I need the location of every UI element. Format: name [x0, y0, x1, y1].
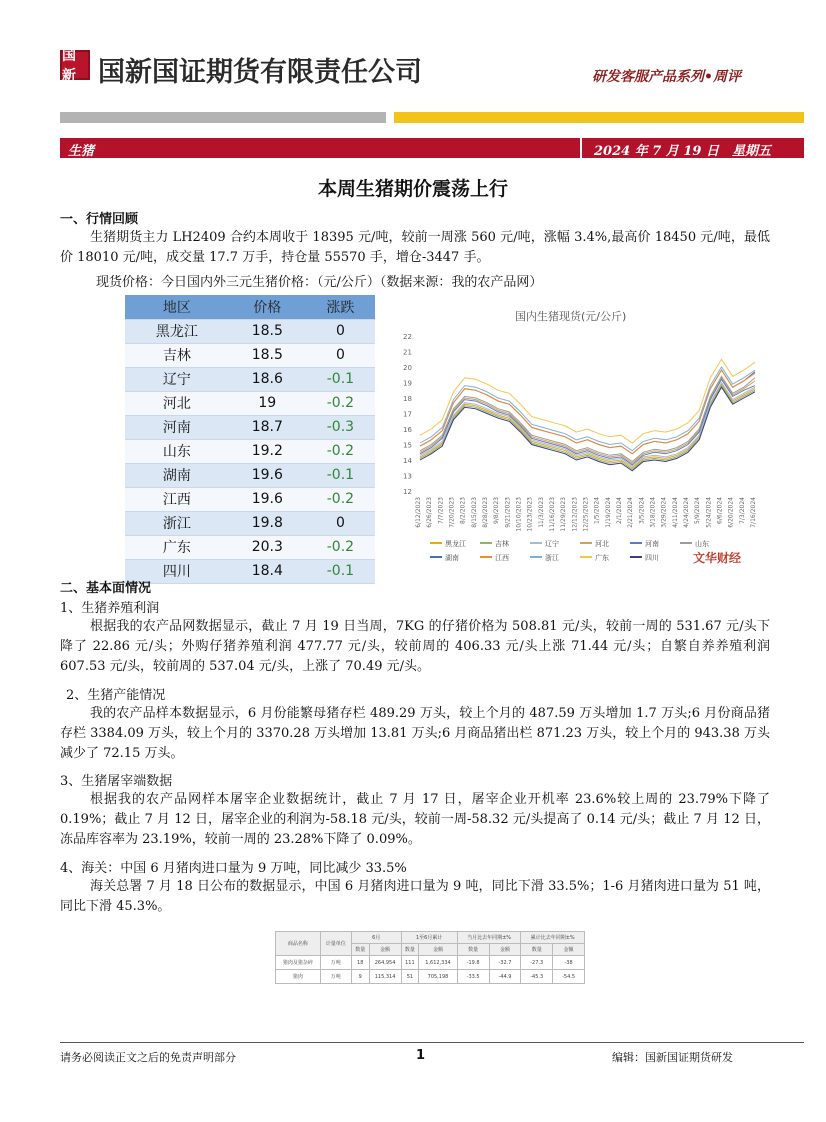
section-heading: 一、行情回顾 — [60, 212, 139, 227]
y-tick-label: 16 — [403, 426, 412, 434]
table-cell: 115,314 — [369, 970, 401, 984]
table-cell: 18.7 — [229, 415, 306, 439]
table-row — [125, 535, 375, 559]
x-tick-label: 7/3/2024 — [738, 497, 746, 524]
table-header: 价格 — [229, 295, 306, 319]
x-tick-label: 5/9/2024 — [694, 497, 702, 524]
x-tick-label: 9/8/2023 — [493, 497, 501, 524]
x-tick-label: 7/20/2023 — [448, 497, 456, 528]
table-cell: 河南 — [125, 415, 229, 439]
table-subheader: 数量 — [457, 944, 489, 956]
header-divider-grey — [60, 112, 386, 123]
table-cell: 山东 — [125, 439, 229, 463]
table-cell: 51 — [401, 970, 419, 984]
x-tick-label: 11/3/2023 — [537, 497, 545, 528]
table-cell: 264,954 — [369, 956, 401, 970]
subsection-text: 根据我的农产品网样本屠宰企业数据统计，截止 7 月 17 日，屠宰企业开机率 23.6%较上周的 23.79%下降了 0.19%；截止 7 月 12 日，屠宰企业的利润为-58.18 元/头，较前一周-58.32 元/头提高了 0.14 元/头；截止 7 月 12 日，冻品库容率为 23.19%，较前一周的 23.28%下降了 0.09%。 — [60, 792, 770, 847]
table-cell: 19 — [229, 391, 306, 415]
subsection-title: 2、生猪产能情况 — [66, 688, 166, 703]
table-cell: 111 — [401, 956, 419, 970]
series-line — [420, 367, 755, 451]
table-row — [125, 367, 375, 391]
table-header: 6月 — [351, 932, 401, 944]
table-cell: -32.7 — [489, 956, 521, 970]
table-row — [125, 343, 375, 367]
y-tick-label: 12 — [403, 488, 412, 496]
hog-spot-chart — [400, 296, 770, 570]
table-cell: 20.3 — [229, 535, 306, 559]
disclaimer-note: 请务必阅读正文之后的免责声明部分 — [60, 1051, 236, 1064]
table-cell: 辽宁 — [125, 367, 229, 391]
x-tick-label: 4/11/2024 — [671, 497, 679, 528]
legend-label: 河北 — [595, 540, 609, 548]
table-cell: 猪肉 — [276, 970, 321, 984]
table-header: 当月比去年同期±% — [457, 932, 521, 944]
page-number: 1 — [416, 1048, 426, 1063]
legend-label: 辽宁 — [545, 540, 559, 548]
spot-price-caption: 现货价格：今日国内外三元生猪价格：（元/公斤）（数据来源：我的农产品网） — [96, 275, 543, 290]
table-cell: 吉林 — [125, 343, 229, 367]
legend-label: 四川 — [645, 554, 659, 562]
subsection-title: 3、生猪屠宰端数据 — [60, 774, 173, 789]
page-title: 本周生猪期价震荡上行 — [317, 178, 508, 200]
category-label: 生猪 — [68, 144, 95, 159]
legend-label: 黑龙江 — [445, 540, 466, 548]
subsection-text: 海关总署 7 月 18 日公布的数据显示，中国 6 月猪肉进口量为 9 吨，同比下滑 33.5%；1-6 月猪肉进口量为 51 吨，同比下滑 45.3%。 — [60, 879, 770, 914]
table-cell: 河北 — [125, 391, 229, 415]
market-review-text: 生猪期货主力 LH2409 合约本周收于 18395 元/吨，较前一周涨 560 元/吨，涨幅 3.4%,最高价 18450 元/吨，最低价 18010 元/吨，成交量 17.7 万手，持仓量 55570 手，增仓-3447 手。 — [60, 230, 770, 265]
table-cell: -0.2 — [306, 439, 375, 463]
table-cell: 广东 — [125, 535, 229, 559]
table-row — [125, 439, 375, 463]
table-subheader: 数量 — [351, 944, 369, 956]
x-tick-label: 3/18/2024 — [649, 497, 657, 528]
x-tick-label: 11/29/2023 — [560, 497, 568, 532]
table-cell: 万吨 — [320, 956, 351, 970]
band-separator — [580, 138, 582, 158]
table-cell: -19.8 — [457, 956, 489, 970]
table-cell: 猪肉及猪杂碎 — [276, 956, 321, 970]
table-row — [125, 463, 375, 487]
table-row — [125, 559, 375, 583]
table-cell: 湖南 — [125, 463, 229, 487]
table-cell: -0.1 — [306, 559, 375, 583]
x-tick-label: 4/24/2024 — [683, 497, 690, 528]
y-tick-label: 20 — [403, 364, 412, 372]
subsection-title: 1、生猪养殖利润 — [60, 601, 160, 616]
x-tick-label: 3/29/2024 — [660, 497, 668, 528]
y-tick-label: 13 — [403, 472, 412, 481]
x-tick-label: 6/12/2023 — [415, 497, 422, 528]
y-tick-label: 18 — [403, 395, 412, 403]
x-tick-label: 10/10/2023 — [515, 497, 523, 532]
editor-credit: 编辑：国新国证期货研发 — [612, 1051, 733, 1064]
table-cell: -0.1 — [306, 463, 375, 487]
watermark-text: 文华财经 — [693, 551, 742, 565]
table-subheader: 数量 — [521, 944, 553, 956]
table-header: 涨跌 — [306, 295, 375, 319]
company-name: 国新国证期货有限责任公司 — [98, 57, 422, 88]
table-header: 累计比去年同期±% — [521, 932, 585, 944]
subsection-text: 我的农产品样本数据显示，6 月份能繁母猪存栏 489.29 万头，较上个月的 487.59 万头增加 1.7 万头;6 月份商品猪存栏 3384.09 万头，较上个月的 3370.28 万头增加 13.81 万头;6 月商品猪出栏 871.23 万头，较上个月的 943.38 万头减少了 72.15 万头。 — [60, 706, 770, 761]
table-cell: 18.5 — [229, 343, 306, 367]
table-cell: 18 — [351, 956, 369, 970]
table-cell: 18.5 — [229, 319, 306, 343]
x-tick-label: 1/5/2024 — [593, 497, 601, 524]
x-tick-label: 8/15/2023 — [470, 497, 478, 528]
y-tick-label: 17 — [403, 410, 412, 419]
table-cell: -44.9 — [489, 970, 521, 984]
y-tick-label: 19 — [403, 379, 412, 388]
x-tick-label: 3/5/2024 — [638, 497, 646, 524]
table-cell: -33.5 — [457, 970, 489, 984]
header-divider-gold — [394, 112, 804, 123]
table-cell: 0 — [306, 511, 375, 535]
section-heading: 二、基本面情况 — [60, 581, 152, 596]
table-row — [125, 391, 375, 415]
y-tick-label: 22 — [403, 333, 412, 341]
y-tick-label: 21 — [403, 348, 412, 357]
table-subheader: 金额 — [419, 944, 458, 956]
table-row — [125, 511, 375, 535]
chart-svg — [400, 296, 770, 570]
table-cell: -0.2 — [306, 535, 375, 559]
legend-label: 吉林 — [495, 540, 509, 548]
company-logo: 国新 — [60, 50, 90, 80]
x-tick-label: 10/23/2023 — [526, 497, 534, 532]
x-tick-label: 6/26/2023 — [426, 497, 434, 528]
table-row — [125, 487, 375, 511]
table-cell: 9 — [351, 970, 369, 984]
table-subheader: 金额 — [489, 944, 521, 956]
table-cell: 万吨 — [320, 970, 351, 984]
table-cell: 19.6 — [229, 487, 306, 511]
x-tick-label: 7/7/2023 — [437, 497, 445, 524]
x-tick-label: 2/1/2024 — [616, 497, 623, 524]
table-cell: -27.3 — [521, 956, 553, 970]
subsection-text: 根据我的农产品网数据显示，截止 7 月 19 日当周，7KG 的仔猪价格为 508.81 元/头，较前一周的 531.67 元/头下降了 22.86 元/头；外购仔猪养殖利润 477.77 元/头，较前周的 406.33 元/头上涨 71.44 元/头；自繁自养养殖利润 607.53 元/头，较前周的 537.04 元/头，上涨了 70.49 元/头。 — [60, 619, 770, 674]
x-tick-label: 8/28/2023 — [482, 497, 489, 528]
x-tick-label: 1/19/2024 — [604, 497, 612, 528]
table-row — [125, 415, 375, 439]
table-cell: 江西 — [125, 487, 229, 511]
table-cell: 1,612,334 — [419, 956, 458, 970]
x-tick-label: 11/16/2023 — [549, 497, 556, 532]
subsection-title: 4、海关：中国 6 月猪肉进口量为 9 万吨，同比减少 33.5% — [60, 861, 407, 876]
x-tick-label: 6/6/2024 — [716, 497, 724, 524]
table-row — [125, 319, 375, 343]
table-cell: 18.6 — [229, 367, 306, 391]
table-cell: 705,198 — [419, 970, 458, 984]
footer-divider — [60, 1042, 804, 1043]
table-cell: 浙江 — [125, 511, 229, 535]
table-row — [276, 956, 585, 970]
table-cell: -0.2 — [306, 391, 375, 415]
table-subheader: 金额 — [369, 944, 401, 956]
table-header: 1至6月累计 — [401, 932, 457, 944]
table-cell: -0.2 — [306, 487, 375, 511]
legend-label: 湖南 — [445, 554, 459, 562]
legend-label: 浙江 — [545, 554, 559, 562]
legend-label: 广东 — [595, 554, 609, 562]
table-cell: 19.6 — [229, 463, 306, 487]
table-cell: -0.1 — [306, 367, 375, 391]
x-tick-label: 7/16/2024 — [750, 497, 757, 528]
table-cell: 19.8 — [229, 511, 306, 535]
y-tick-label: 14 — [403, 457, 412, 465]
chart-title: 国内生猪现货(元/公斤) — [515, 310, 627, 323]
customs-import-table — [275, 931, 585, 984]
table-cell: 0 — [306, 319, 375, 343]
x-tick-label: 12/25/2023 — [582, 497, 590, 532]
table-subheader: 数量 — [401, 944, 419, 956]
table-cell: -45.3 — [521, 970, 553, 984]
table-cell: 四川 — [125, 559, 229, 583]
table-cell: 18.4 — [229, 559, 306, 583]
legend-label: 江西 — [495, 554, 509, 562]
legend-label: 河南 — [645, 540, 659, 548]
table-header: 计量单位 — [320, 932, 351, 956]
product-series: 研发客服产品系列•周评 — [592, 69, 741, 85]
table-cell: 黑龙江 — [125, 319, 229, 343]
table-row — [276, 970, 585, 984]
table-cell: -54.5 — [553, 970, 585, 984]
x-tick-label: 2/21/2024 — [627, 497, 635, 528]
table-cell: -0.3 — [306, 415, 375, 439]
table-cell: 19.2 — [229, 439, 306, 463]
table-subheader: 金额 — [553, 944, 585, 956]
table-cell: 0 — [306, 343, 375, 367]
table-header: 地区 — [125, 295, 229, 319]
spot-price-table — [125, 295, 375, 584]
legend-label: 山东 — [695, 540, 709, 548]
x-tick-label: 6/20/2024 — [727, 497, 735, 528]
table-cell: -38 — [553, 956, 585, 970]
x-tick-label: 9/21/2023 — [504, 497, 512, 528]
table-header: 商品名称 — [276, 932, 321, 956]
y-tick-label: 15 — [403, 441, 412, 450]
x-tick-label: 5/24/2024 — [705, 497, 713, 528]
x-tick-label: 8/2/2023 — [459, 497, 467, 524]
report-date: 2024 年 7 月 19 日 星期五 — [594, 144, 771, 159]
x-tick-label: 12/12/2023 — [571, 497, 579, 532]
